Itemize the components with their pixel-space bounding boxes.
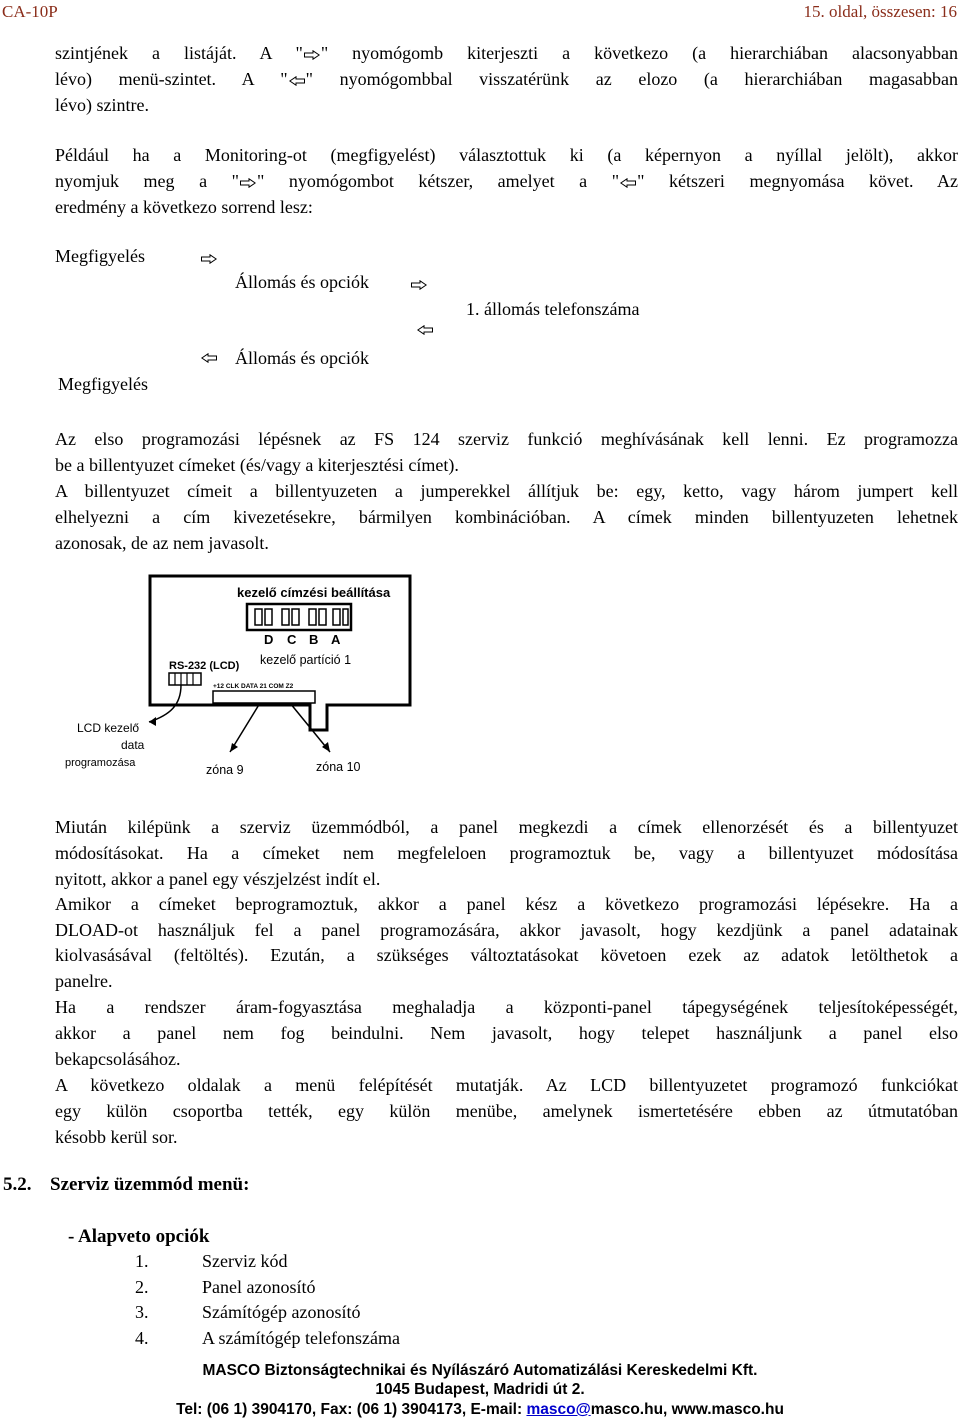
keypad-address-diagram xyxy=(55,570,465,790)
right-arrow-icon xyxy=(240,178,256,188)
lcd-label-line-3: programozása xyxy=(65,757,136,769)
para3-line-1: Az elso programozási lépésnek az FS 124 szerviz funkció meghívásának kell lenni. Ez programozza xyxy=(55,429,958,449)
left-arrow-icon xyxy=(201,353,217,363)
para2-line-3: eredmény a következo sorrend lesz: xyxy=(55,197,313,217)
para4-line-5: DLOAD-ot használjuk fel a panel programozására, akkor javasolt, hogy kezdjünk a panel adatainak xyxy=(55,920,958,940)
zone9-label: zóna 9 xyxy=(206,763,244,777)
para4-line-7: panelre. xyxy=(55,971,113,991)
diagram-title: kezelő címzési beállítása xyxy=(237,585,391,600)
para4-line-12: egy külön csoportba tették, egy külön menübe, amelynek ismertetésére ebben az útmutatóban xyxy=(55,1101,958,1121)
list-item-label: Szerviz kód xyxy=(202,1251,288,1271)
document-code: CA-10P xyxy=(2,2,58,21)
jumper-letter-a: A xyxy=(331,632,341,647)
left-arrow-icon xyxy=(417,325,433,335)
jumper-letter-d: D xyxy=(264,632,274,647)
right-arrow-icon xyxy=(304,50,320,60)
right-arrow-icon xyxy=(201,254,217,264)
left-arrow-icon xyxy=(620,178,636,188)
lcd-label-line-2: data xyxy=(121,738,145,752)
flow-megfigyeles-bottom: Megfigyelés xyxy=(58,374,148,394)
terminal-block xyxy=(213,691,315,703)
partition-label: kezelő partíció 1 xyxy=(260,653,352,667)
rs232-connector xyxy=(169,673,201,685)
footer-address: 1045 Budapest, Madridi út 2. xyxy=(375,1381,585,1398)
list-item-label: Számítógép azonosító xyxy=(202,1302,361,1322)
para3-line-2: be a billentyuzet címeket (és/vagy a kiterjesztési címet). xyxy=(55,455,459,475)
list-heading: - Alapveto opciók xyxy=(68,1226,210,1247)
para1-line-3: lévo) szintre. xyxy=(55,95,149,115)
flow-allomas-bottom: Állomás és opciók xyxy=(235,348,369,368)
para3-line-5: azonosak, de az nem javasolt. xyxy=(55,533,269,553)
list-item-label: Panel azonosító xyxy=(202,1277,316,1297)
jumper-letter-b: B xyxy=(309,632,319,647)
para1-line-2: lévo) menü-szintet. A " " nyomógombbal visszatérünk az elozo (a hierarchiában magasabban xyxy=(55,69,958,89)
page-number: 15. oldal, összesen: 16 xyxy=(803,2,957,21)
pin-labels: +12 CLK DATA 21 COM Z2 xyxy=(213,683,294,690)
list-item-num: 4. xyxy=(135,1328,149,1348)
right-arrow-icon xyxy=(411,280,427,290)
list-item-num: 1. xyxy=(135,1251,149,1271)
para2-line-1: Például ha a Monitoring-ot (megfigyelést) választottuk ki (a képernyon a nyíllal jelölt), akkor xyxy=(55,145,958,165)
footer-company: MASCO Biztonságtechnikai és Nyílászáró Automatizálási Kereskedelmi Kft. xyxy=(202,1362,758,1379)
jumper-letter-c: C xyxy=(287,632,297,647)
para4-line-10: bekapcsolásához. xyxy=(55,1049,181,1069)
para2-line-2: nyomjuk meg a " " nyomógombot kétszer, amelyet a " " kétszeri megnyomása követ. Az xyxy=(55,171,958,191)
flow-allomas-top: Állomás és opciók xyxy=(235,272,369,292)
para4-line-9: akkor a panel nem fog beindulni. Nem javasolt, hogy telepet használjunk a panel elso xyxy=(55,1023,958,1043)
para4-line-6: kiolvasásával (feltöltés). Ezután, a szükséges változtatásokat követoen ezek az adatok letölthetok a xyxy=(55,945,958,965)
para4-line-1: Miután kilépünk a szerviz üzemmódból, a panel megkezdi a címek ellenorzését és a billentyuzet xyxy=(55,817,958,837)
flow-megfigyeles-top: Megfigyelés xyxy=(55,246,145,266)
section-title: Szerviz üzemmód menü: xyxy=(50,1174,250,1195)
para1-line-1: szintjének a listáját. A " " nyomógomb kiterjeszti a következo (a hierarchiában alacsonyabban xyxy=(55,43,958,63)
para4-line-13: késobb kerül sor. xyxy=(55,1127,178,1147)
zone10-label: zóna 10 xyxy=(316,760,361,774)
para4-line-11: A következo oldalak a menü felépítését mutatják. Az LCD billentyuzetet programozó funkciókat xyxy=(55,1075,958,1095)
left-arrow-icon xyxy=(289,76,305,86)
footer-contact: Tel: (06 1) 3904170, Fax: (06 1) 3904173, E-mail: masco@masco.hu, www.masco.hu xyxy=(176,1401,784,1418)
list-item-num: 3. xyxy=(135,1302,149,1322)
email-link[interactable]: masco@ xyxy=(526,1401,591,1418)
section-number: 5.2. xyxy=(3,1174,32,1195)
flow-telefonszam: 1. állomás telefonszáma xyxy=(466,299,640,319)
jumper-block xyxy=(247,604,351,630)
para4-line-8: Ha a rendszer áram-fogyasztása meghaladja a központi-panel tápegységének teljesítoképességét, xyxy=(55,997,958,1017)
para3-line-3: A billentyuzet címeit a billentyuzeten a jumperekkel állítjuk be: egy, ketto, vagy három jumpert kell xyxy=(55,481,958,501)
para4-line-3: nyitott, akkor a panel egy vészjelzést indít el. xyxy=(55,869,381,889)
para4-line-2: módosításokat. Ha a címeket nem megfeleloen programoztuk be, vagy a billentyuzet módosítása xyxy=(55,843,958,863)
list-item-label: A számítógép telefonszáma xyxy=(202,1328,400,1348)
rs232-label: RS-232 (LCD) xyxy=(169,660,240,672)
list-item-num: 2. xyxy=(135,1277,149,1297)
lcd-label-line-1: LCD kezelő xyxy=(77,721,140,735)
para3-line-4: elhelyezni a cím kivezetésekre, bármilyen kombinációban. A címek minden billentyuzeten lehetnek xyxy=(55,507,958,527)
para4-line-4: Amikor a címeket beprogramoztuk, akkor a panel kész a következo programozási lépésekre. Ha a xyxy=(55,894,958,914)
